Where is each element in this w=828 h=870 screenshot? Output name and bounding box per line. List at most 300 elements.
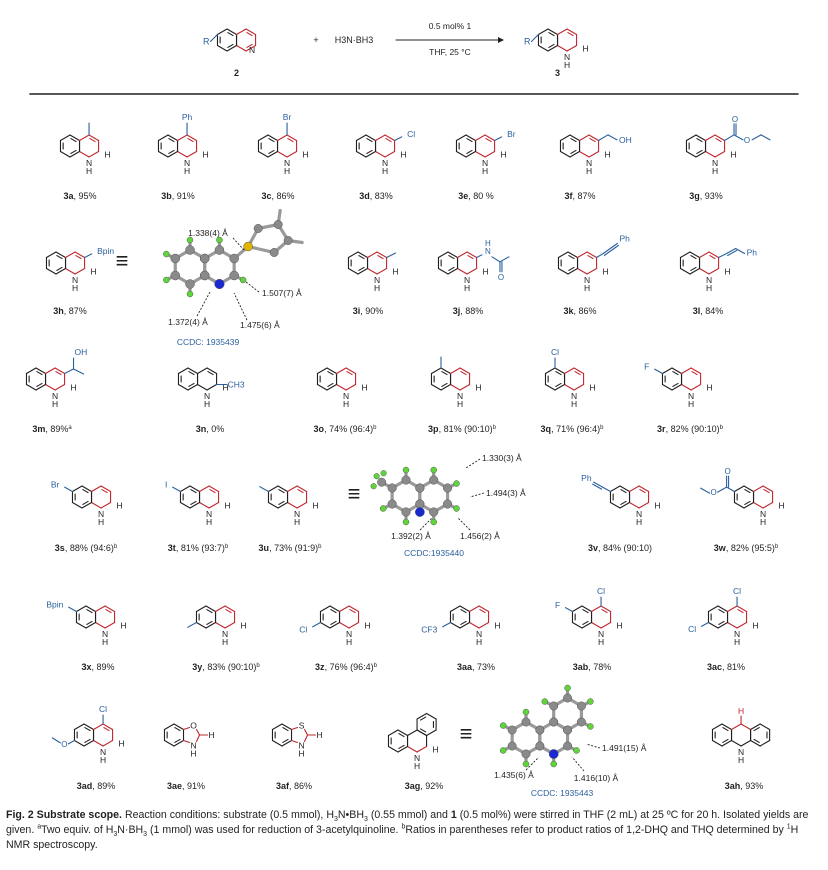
bond (86, 623, 96, 629)
compound-yield: , 88% (94:6) (64, 543, 114, 553)
structure-3g (686, 115, 770, 176)
bond (268, 135, 278, 141)
bond (87, 610, 92, 613)
bond (197, 730, 200, 736)
structure-3z (299, 606, 370, 647)
nitrogen-label: N (71, 275, 79, 285)
structure-3x (46, 599, 126, 647)
bond (545, 368, 555, 374)
bond (385, 135, 395, 141)
bond (60, 152, 70, 158)
nitrogen-label: N (733, 629, 741, 639)
compound-yield: , 86% (573, 306, 597, 316)
bond (408, 747, 418, 753)
hydrogen-atom (454, 505, 460, 511)
hydrogen-atom (163, 251, 169, 257)
bond (467, 139, 472, 142)
bond (317, 385, 327, 391)
bond (427, 714, 437, 720)
compound-label (55, 543, 118, 553)
bond (568, 252, 578, 258)
bond (320, 623, 330, 629)
bond (349, 606, 359, 612)
structure-3i (348, 252, 398, 293)
bond (700, 269, 710, 275)
bond-length: 1.416(10) Å (573, 773, 619, 783)
bond (70, 152, 80, 158)
c2-hydrogen-label: H (361, 382, 368, 393)
bond (572, 606, 582, 612)
nitrogen-label: N (183, 158, 191, 168)
bond (470, 606, 480, 612)
structure-3k (558, 233, 630, 293)
c2-hydrogen-label: H (589, 382, 596, 393)
structure-3t (165, 479, 231, 527)
bond (417, 730, 427, 736)
structure-3ah (712, 706, 769, 765)
bond (178, 135, 188, 141)
bond (570, 135, 580, 141)
bond (180, 486, 190, 492)
bond (763, 486, 773, 492)
c2-hydrogen-label: H (120, 620, 127, 631)
ring-sulfur: S (298, 720, 305, 731)
bond (71, 150, 76, 153)
bond (104, 728, 109, 731)
bond (102, 490, 107, 493)
product-label-3b (161, 191, 195, 201)
bond (268, 486, 278, 492)
bond (46, 368, 56, 374)
crystal-structure-3u (371, 453, 526, 558)
bond (292, 741, 298, 743)
carbon-atom (550, 718, 558, 726)
bond (556, 383, 561, 386)
bond (206, 623, 216, 629)
nitrogen-label: N (711, 158, 719, 168)
c2-hydrogen-label: H (494, 620, 501, 631)
compound-note: b (373, 425, 377, 431)
structure-3l (680, 247, 757, 293)
bond (443, 623, 451, 627)
reagent-formula: H3N·BH3 (334, 35, 374, 45)
bond (350, 610, 355, 613)
product-label-3ad (77, 781, 116, 791)
bond (621, 501, 626, 504)
bond (82, 486, 92, 492)
bond (378, 256, 383, 259)
bond (367, 150, 372, 153)
product-label-3v (588, 543, 652, 553)
product-label-3g (689, 191, 723, 201)
hydrogen-atom (500, 747, 506, 753)
bond (65, 369, 74, 373)
bond (706, 152, 716, 158)
nh-hydrogen-label: H (190, 748, 197, 759)
substituent-label: Cl (99, 704, 108, 714)
bond (169, 150, 174, 153)
nitrogen-label: N (456, 391, 464, 401)
bond (349, 623, 359, 629)
bond (476, 135, 486, 141)
bond-leader (470, 493, 484, 497)
bond (272, 724, 282, 730)
product-label-3z (315, 662, 378, 672)
compound-id: 3n (195, 424, 207, 434)
bond (461, 372, 466, 375)
bond (198, 385, 208, 391)
caption-body-1: Reaction conditions: substrate (0.5 mmol), H (124, 809, 334, 821)
bond (282, 724, 292, 730)
bond (621, 490, 626, 493)
c2-hydrogen-label: H (604, 149, 611, 160)
bond (592, 623, 602, 629)
bond (188, 385, 198, 391)
compound-yield: , 74% (96:4) (324, 424, 374, 434)
bond-leader (572, 757, 584, 771)
bond (83, 501, 88, 504)
c2-hydrogen-label: H (724, 266, 731, 277)
bond (83, 490, 88, 493)
bond (71, 139, 76, 142)
bond (188, 368, 198, 374)
bond (610, 503, 620, 509)
nh-hydrogen-label: H (711, 166, 719, 176)
bond (701, 623, 708, 627)
bond (331, 610, 336, 613)
bond (55, 368, 65, 374)
reaction-scheme (203, 21, 589, 78)
caption-sub: 3 (333, 816, 338, 824)
substituent-label: F (555, 599, 561, 610)
bond (448, 269, 458, 275)
bond (101, 503, 111, 509)
structure-3a (60, 123, 110, 176)
compound-yield: , 88% (460, 306, 484, 316)
bond (70, 135, 80, 141)
carbon-atom (186, 280, 195, 289)
compound-id: 3z (315, 662, 325, 672)
bond (630, 486, 640, 492)
bond (317, 368, 327, 374)
bond (85, 254, 92, 258)
bond (180, 503, 190, 509)
substituent-label: CF3 (421, 624, 438, 635)
c2-hydrogen-label: H (730, 149, 737, 160)
ring-nitrogen: N (190, 740, 197, 751)
bond (188, 139, 193, 142)
nh-hydrogen-label: H (101, 637, 109, 647)
bond-length: 1.475(6) Å (240, 320, 280, 330)
bond (82, 503, 92, 509)
bond (574, 385, 584, 391)
compound-id: 3j (452, 306, 461, 316)
caption-note-a-2: N·BH (117, 824, 144, 836)
bond (68, 741, 74, 744)
figure-caption (6, 808, 822, 853)
bond (620, 503, 630, 509)
structure-3c (258, 112, 308, 176)
bond (449, 256, 454, 259)
bond (588, 256, 593, 259)
bond (719, 610, 724, 613)
bond (479, 623, 489, 629)
nh-hydrogen-label: H (687, 399, 695, 409)
bond (719, 621, 724, 624)
hydrogen-atom (403, 467, 409, 473)
equivalent-symbol: ≡ (347, 481, 361, 506)
substituent-label: Cl (597, 586, 606, 596)
bond (209, 503, 219, 509)
bond-length: 1.456(2) Å (460, 531, 500, 541)
bond (26, 368, 36, 374)
bond (751, 741, 761, 747)
carbon-atom (254, 224, 262, 232)
carbon-atom (416, 500, 425, 509)
bond (460, 623, 470, 629)
bond (538, 29, 548, 35)
nh-hydrogen-label: H (705, 283, 713, 293)
bond (438, 269, 448, 275)
carbon-atom (563, 742, 571, 750)
product-label-3l (693, 306, 724, 316)
bond (718, 487, 727, 492)
compound-yield: , 82% (95:5) (725, 543, 775, 553)
bond (174, 724, 184, 730)
bond (164, 741, 174, 747)
bond (200, 503, 210, 509)
hydrogen-atom (371, 483, 377, 489)
nh-hydrogen-label: H (342, 399, 350, 409)
bond (346, 385, 356, 391)
compound-yield: , 0% (206, 424, 225, 434)
bond (448, 252, 458, 258)
bond (57, 256, 62, 259)
bond (456, 152, 466, 158)
bond (331, 621, 336, 624)
bond (84, 724, 94, 730)
hydrogen-atom (431, 467, 437, 473)
bond (90, 139, 95, 142)
bond (92, 503, 102, 509)
bond (754, 486, 764, 492)
c2-hydrogen-label: H (602, 266, 609, 277)
bond (442, 372, 447, 375)
structure-3e (456, 129, 515, 176)
carbon-atom (508, 726, 516, 734)
hydrogen-atom (523, 761, 529, 767)
compound-label (453, 306, 484, 316)
nitrogen-label: N (481, 158, 489, 168)
bond (337, 368, 347, 374)
compound-label (353, 306, 384, 316)
bond (752, 135, 761, 140)
caption-note-b-1: Ratios in parentheses refer to product ratios of 1,2-DHQ and THQ determined by (405, 824, 787, 836)
bond (690, 252, 700, 258)
bond (567, 29, 577, 35)
compound-id: 3ab (572, 662, 589, 672)
carbon-atom (388, 500, 397, 509)
bond (103, 741, 113, 747)
product-number: 3 (555, 68, 561, 78)
nh-hydrogen-label: H (570, 399, 578, 409)
compound-yield: , 83% (369, 191, 393, 201)
bond (691, 385, 701, 391)
bond (673, 372, 678, 375)
bond (580, 152, 590, 158)
bond (87, 621, 92, 624)
c2-hydrogen-label: H (70, 382, 77, 393)
bond (279, 490, 284, 493)
compound-yield: , 90% (360, 306, 384, 316)
structure-3w (701, 467, 785, 527)
bond (260, 487, 269, 492)
substituent-label: Br (50, 479, 60, 490)
caption-note-b-mark: b (401, 823, 406, 831)
bond-leader (586, 744, 600, 748)
bond-leader (233, 238, 244, 250)
product-label-3ae (167, 781, 205, 791)
product-label-3k (563, 306, 596, 316)
c2-hydrogen-label: H (116, 500, 123, 511)
c2-hydrogen-label: H (475, 382, 482, 393)
bond (583, 621, 588, 624)
bond (734, 135, 743, 140)
bond (288, 486, 298, 492)
ccdc-number: CCDC: 1935439 (176, 337, 240, 347)
hydrogen-atom (587, 723, 593, 729)
bond (599, 135, 608, 141)
compound-id: 3q (540, 424, 552, 434)
bond (164, 724, 174, 730)
bond (278, 152, 288, 158)
bond (549, 33, 554, 36)
carbon-atom (171, 271, 180, 280)
bond (228, 44, 233, 47)
bond-length: 1.491(15) Å (602, 743, 647, 753)
condition-catalyst: 0.5 mol% 1 (428, 21, 472, 31)
bond (358, 252, 368, 258)
bond (297, 503, 307, 509)
bond (292, 728, 298, 730)
product-label-3m (32, 424, 72, 434)
bond (466, 135, 476, 141)
product-label-3t (168, 543, 229, 553)
nitrogen-label: N (585, 158, 593, 168)
carbon-atom (577, 718, 585, 726)
bond (485, 152, 495, 158)
bond (451, 368, 461, 374)
compound-label (405, 781, 444, 791)
compound-yield: , 89% (92, 781, 116, 791)
product-label-3o (314, 424, 378, 434)
bond (330, 606, 340, 612)
compound-id: 3i (352, 306, 361, 316)
caption-nmr-mark: 1 (786, 823, 791, 831)
bond (225, 623, 235, 629)
bond (682, 368, 692, 374)
compound-id: 3ag (404, 781, 421, 791)
product-label-3ag (405, 781, 444, 791)
structure-3f (560, 135, 631, 176)
compound-yield: , 73% (472, 662, 496, 672)
bond (485, 135, 495, 141)
bond (715, 135, 725, 141)
bond (388, 730, 398, 736)
compound-label (588, 543, 652, 553)
bond-length: 1.507(7) Å (262, 288, 302, 298)
nh-hydrogen-label: H (51, 399, 59, 409)
bond (438, 252, 448, 258)
carbon-atom (171, 254, 180, 263)
bond (587, 252, 597, 258)
compound-yield: , 84% (700, 306, 724, 316)
nh-hydrogen-label: H (759, 517, 767, 527)
caption-note-b-2: H NMR spectroscopy. (6, 824, 799, 851)
bond (764, 490, 769, 493)
bond (188, 623, 197, 628)
structure-3af (272, 721, 322, 759)
compound-id: 3ae (166, 781, 183, 791)
product-label-3c (261, 191, 294, 201)
bond (216, 623, 226, 629)
bond-leader (246, 282, 259, 292)
hydrogen-atom (574, 747, 580, 753)
compound-label (77, 781, 116, 791)
bond (734, 486, 744, 492)
bond (593, 484, 602, 489)
bond (358, 269, 368, 275)
bond (178, 152, 188, 158)
bond (556, 372, 561, 375)
ester-oxygen: O (743, 135, 751, 145)
bond (298, 490, 303, 493)
bond (565, 608, 572, 612)
bond (570, 152, 580, 158)
bond (722, 724, 732, 730)
bond (197, 735, 200, 742)
compound-label (167, 781, 205, 791)
bond (568, 269, 578, 275)
bond (278, 486, 288, 492)
carbon-atom (230, 254, 239, 263)
bond (751, 724, 761, 730)
compound-yield: , 81% (722, 662, 746, 672)
bond (708, 623, 718, 629)
bond (709, 269, 719, 275)
ester-oxygen: O (710, 488, 717, 498)
bond-length: 1.435(6) Å (494, 770, 534, 780)
bond (356, 135, 366, 141)
bond (328, 383, 333, 386)
compound-id: 3af (275, 781, 289, 791)
bond (744, 486, 754, 492)
nh-hydrogen-label: H (221, 637, 229, 647)
bond (210, 35, 217, 42)
c2-hydrogen-label: H (706, 382, 713, 393)
nh-hydrogen-label: H (71, 283, 79, 293)
bond (216, 606, 226, 612)
bond (531, 35, 538, 42)
nitrogen-atom (549, 749, 558, 758)
carbon-atom (215, 246, 224, 255)
compound-yield: , 95% (73, 191, 97, 201)
bond (590, 139, 595, 142)
bond (728, 606, 738, 612)
bond (500, 257, 509, 262)
compound-id: 3b (161, 191, 172, 201)
bond (450, 623, 460, 629)
